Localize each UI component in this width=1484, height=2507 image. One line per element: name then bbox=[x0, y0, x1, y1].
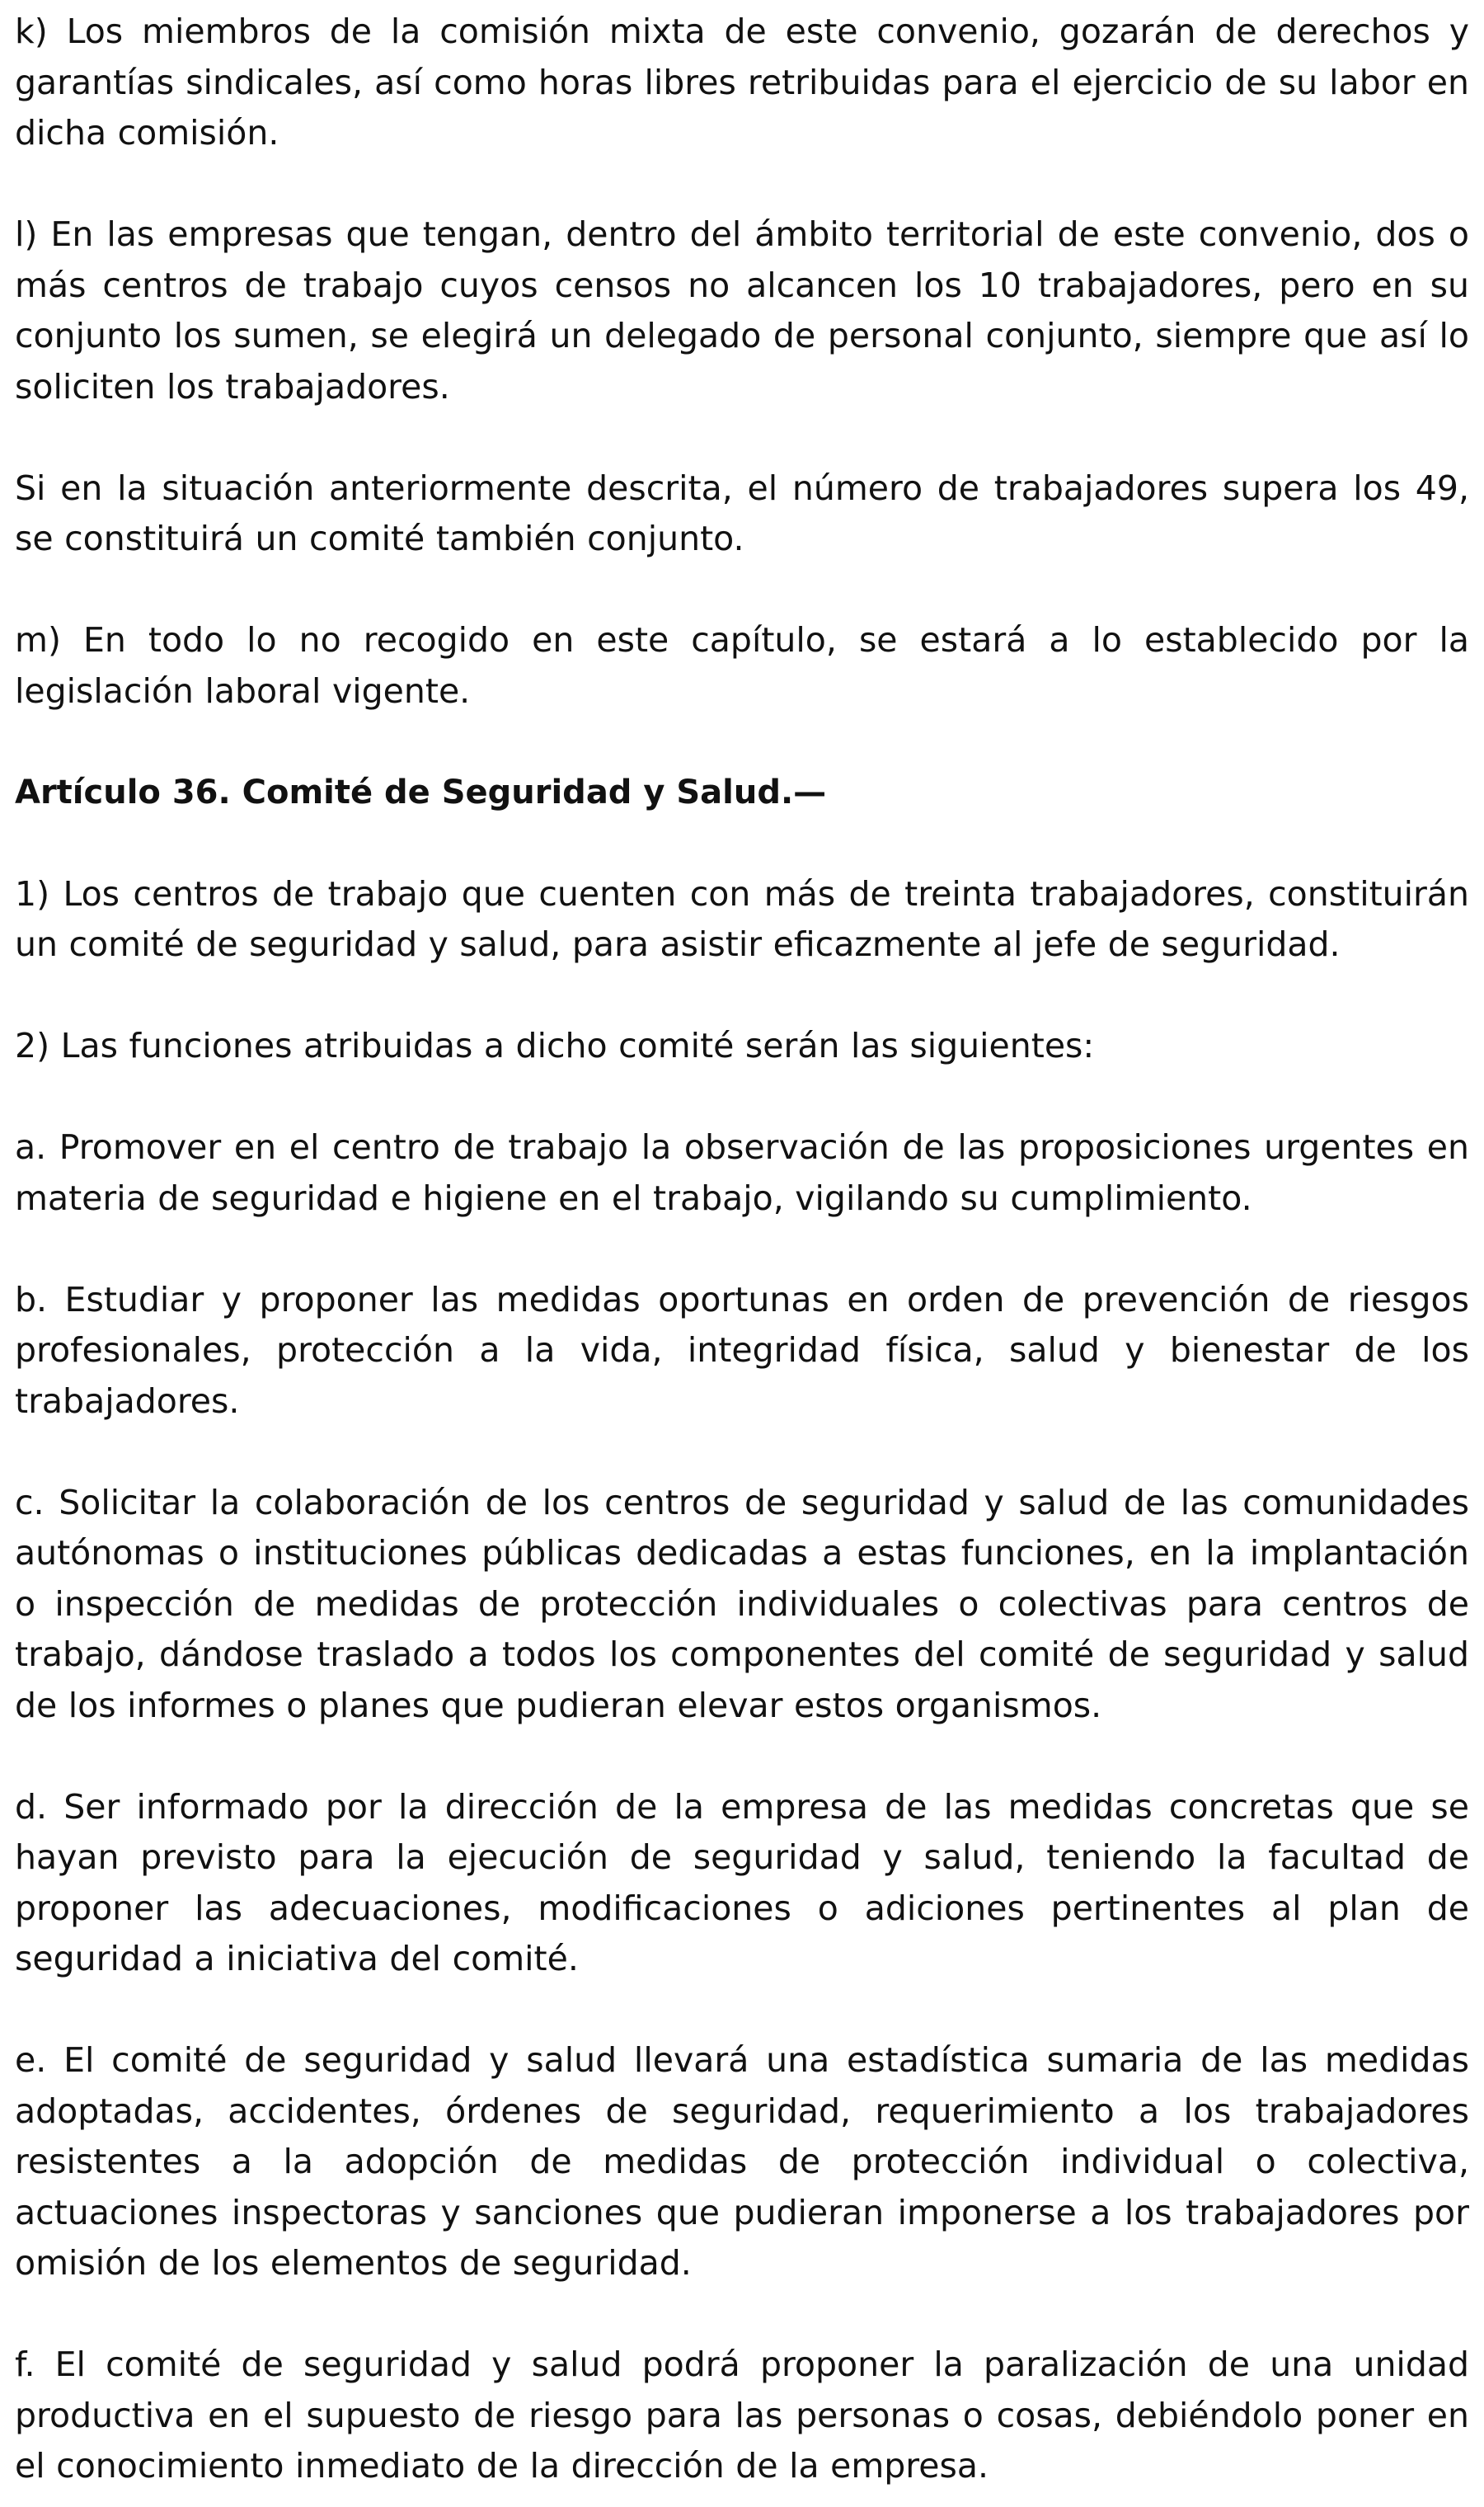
paragraph-m: m) En todo lo no recogido en este capítulo, se estará a lo establecido por la legislación laboral vigente. bbox=[15, 620, 1469, 711]
paragraph-c: c. Solicitar la colaboración de los centros de seguridad y salud de las comunidades autónomas o instituciones públicas dedicadas a estas funciones, en la implantación o inspección de medidas de protección individuales o colectivas para centros de trabajo, dándose traslado a todos los componentes del comité de seguridad y salud de los informes o planes que pudieran elevar estos organismos. bbox=[15, 1482, 1469, 1725]
paragraph-1: 1) Los centros de trabajo que cuenten con más de treinta trabajadores, constituirán un comité de seguridad y salud, para asistir eficazmente al jefe de seguridad. bbox=[15, 873, 1469, 964]
paragraph-l: l) En las empresas que tengan, dentro del ámbito territorial de este convenio, dos o más centros de trabajo cuyos censos no alcancen los 10 trabajadores, pero en su conjunto los sumen, se elegirá un delegado de personal conjunto, siempre que así lo soliciten los trabajadores. bbox=[15, 214, 1469, 407]
paragraph-b: b. Estudiar y proponer las medidas oportunas en orden de prevención de riesgos profesionales, protección a la vida, integridad física, salud y bienestar de los trabajadores. bbox=[15, 1279, 1469, 1421]
paragraph-e: e. El comité de seguridad y salud llevará una estadística sumaria de las medidas adoptadas, accidentes, órdenes de seguridad, requerimiento a los trabajadores resistentes a la adopción de medidas de protección individual o colectiva, actuaciones inspectoras y sanciones que pudieran imponerse a los trabajadores por omisión de los elementos de seguridad. bbox=[15, 2040, 1469, 2283]
paragraph-f: f. El comité de seguridad y salud podrá proponer la paralización de una unidad productiva en el supuesto de riesgo para las personas o cosas, debiéndolo poner en el conocimiento inmediato de la dirección de la empresa. bbox=[15, 2345, 1469, 2486]
paragraph-k: k) Los miembros de la comisión mixta de este convenio, gozarán de derechos y garantías sindicales, así como horas libres retribuidas para el ejercicio de su labor en dicha comisión. bbox=[15, 12, 1469, 153]
article-36-heading: Artículo 36. Comité de Seguridad y Salud.— bbox=[15, 773, 827, 811]
paragraph-l-continuation: Si en la situación anteriormente descrita, el número de trabajadores supera los 49, se constituirá un comité también conjunto. bbox=[15, 468, 1469, 558]
paragraph-2: 2) Las funciones atribuidas a dicho comité serán las siguientes: bbox=[15, 1026, 1095, 1065]
paragraph-d: d. Ser informado por la dirección de la empresa de las medidas concretas que se hayan previsto para la ejecución de seguridad y salud, teniendo la facultad de proponer las adecuaciones, modificaciones o adiciones pertinentes al plan de seguridad a iniciativa del comité. bbox=[15, 1786, 1469, 1978]
paragraph-a: a. Promover en el centro de trabajo la observación de las proposiciones urgentes en materia de seguridad e higiene en el trabajo, vigilando su cumplimiento. bbox=[15, 1127, 1469, 1218]
